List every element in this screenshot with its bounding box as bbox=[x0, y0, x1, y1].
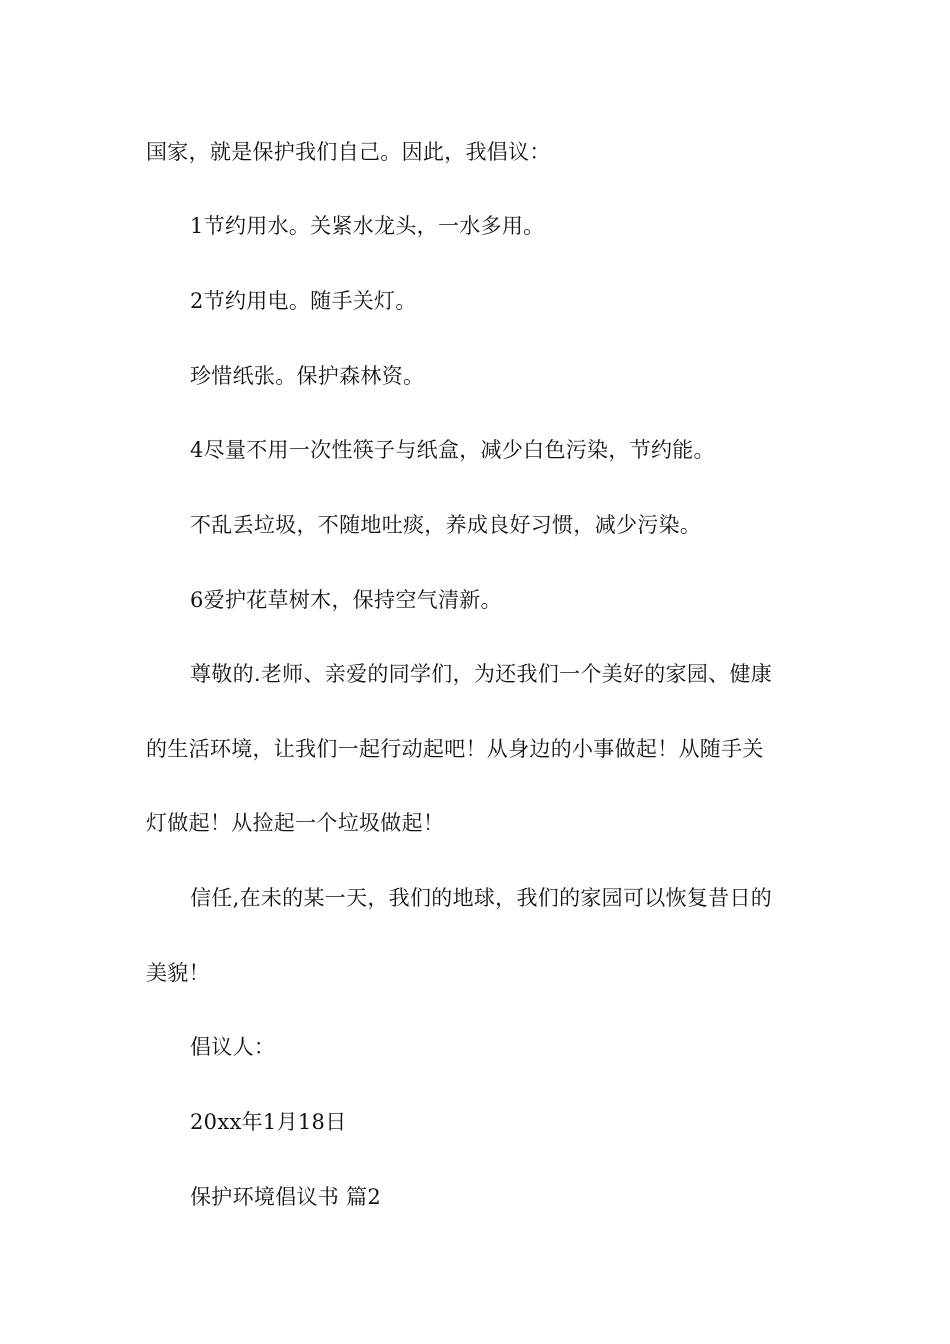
text-line: 信任,在未的某一天，我们的地球，我们的家园可以恢复昔日的 bbox=[190, 886, 773, 910]
text-line: 美貌！ bbox=[146, 961, 210, 985]
text-line: 灯做起！从捡起一个垃圾做起！ bbox=[146, 811, 445, 835]
text-line: 珍惜纸张。保护森林资。 bbox=[190, 364, 425, 388]
section-heading: 保护环境倡议书 篇2 bbox=[190, 1185, 382, 1209]
date-line: 20xx年1月18日 bbox=[190, 1110, 347, 1134]
text-line: 尊敬的.老师、亲爱的同学们，为还我们一个美好的家园、健康 bbox=[190, 662, 773, 686]
text-line: 1节约用水。关紧水龙头，一水多用。 bbox=[190, 214, 545, 238]
text-line: 的生活环境，让我们一起行动起吧！从身边的小事做起！从随手关 bbox=[146, 737, 764, 761]
text-line: 国家，就是保护我们自己。因此，我倡议： bbox=[146, 140, 551, 164]
signer-label: 倡议人： bbox=[190, 1035, 276, 1059]
text-line: 2节约用电。随手关灯。 bbox=[190, 289, 417, 313]
text-line: 不乱丢垃圾，不随地吐痰，养成良好习惯，减少污染。 bbox=[190, 513, 702, 537]
text-line: 6爱护花草树木，保持空气清新。 bbox=[190, 588, 502, 612]
text-line: 4尽量不用一次性筷子与纸盒，减少白色污染，节约能。 bbox=[190, 438, 715, 462]
